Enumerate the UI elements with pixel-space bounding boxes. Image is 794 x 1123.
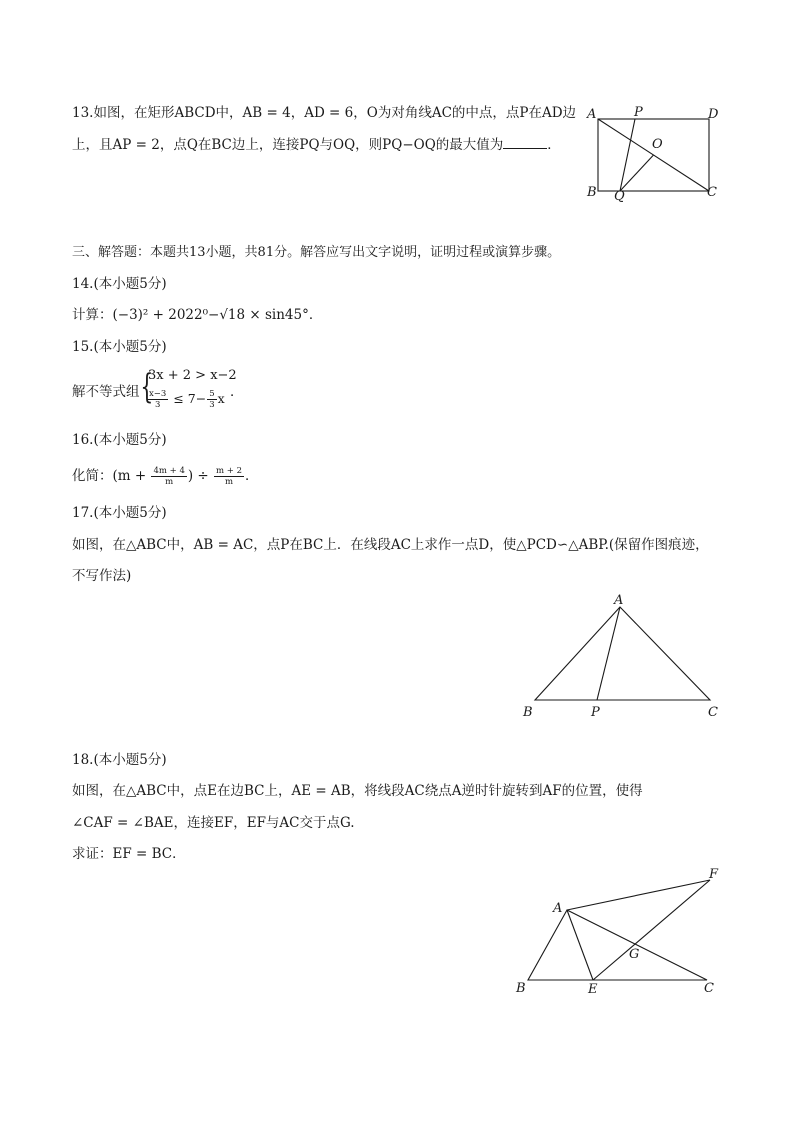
label-q: Q bbox=[614, 189, 625, 204]
label-b: B bbox=[516, 981, 526, 996]
label-b: B bbox=[587, 185, 597, 200]
triangle-abc bbox=[535, 607, 710, 700]
segment-ap bbox=[597, 607, 620, 700]
q17-triangle-figure bbox=[515, 588, 725, 723]
q15-brace: { bbox=[140, 367, 154, 407]
label-g: G bbox=[629, 947, 640, 962]
section3-heading: 三、解答题：本题共13小题，共81分。解答应写出文字说明，证明过程或演算步骤。 bbox=[72, 245, 561, 260]
q15-frac-a: $\frac{x-3}{3}$ bbox=[149, 389, 167, 410]
q17-line1: 如图，在△ABC中，AB = AC，点P在BC上．在线段AC上求作一点D，使△PCD∽△ABP.(保留作图痕迹， bbox=[72, 537, 709, 553]
segment-pq bbox=[620, 119, 635, 191]
label-c: C bbox=[707, 185, 717, 200]
label-p: P bbox=[591, 705, 600, 720]
q13-line2-text: 上，且AP = 2，点Q在BC边上，连接PQ与OQ，则PQ−OQ的最大值为 bbox=[72, 137, 504, 153]
label-c: C bbox=[708, 705, 718, 720]
q14-content: 计算：(−3)² + 2022⁰−√18 × sin45°． bbox=[72, 307, 323, 323]
q15-ineq2: $\frac{x-3}{3}$ ≤ 7− $\frac{5}{3}$ x bbox=[149, 389, 225, 410]
q18-line1: 如图，在△ABC中，点E在边BC上，AE = AB，将线段AC绕点A逆时针旋转到AF的位置，使得 bbox=[72, 783, 643, 799]
label-d: D bbox=[708, 107, 719, 122]
q14-title: 14.(本小题5分) bbox=[72, 276, 167, 292]
q13-line2-end: ． bbox=[547, 137, 561, 153]
label-e: E bbox=[588, 982, 598, 997]
segment-af bbox=[567, 880, 710, 910]
label-o: O bbox=[652, 137, 663, 152]
q18-line3: 求证：EF = BC． bbox=[72, 846, 186, 862]
q18-line2: ∠CAF = ∠BAE，连接EF，EF与AC交于点G. bbox=[72, 815, 355, 831]
q15-title: 15.(本小题5分) bbox=[72, 339, 167, 355]
segment-oq bbox=[620, 155, 654, 191]
label-b: B bbox=[523, 705, 533, 720]
triangle-abc bbox=[528, 910, 707, 980]
q16-frac-a: $\frac{4m + 4}{m}$ bbox=[153, 466, 185, 487]
label-a: A bbox=[587, 107, 597, 122]
label-a: A bbox=[614, 593, 624, 608]
q16-title: 16.(本小题5分) bbox=[72, 432, 167, 448]
q16-content: 化简：(m + $\frac{4m + 4}{m}$ ) ÷ $\frac{m + 2}{m}$ ． bbox=[72, 466, 259, 487]
q17-line2: 不写作法) bbox=[72, 568, 132, 584]
segment-ef bbox=[593, 880, 710, 980]
label-f: F bbox=[709, 867, 719, 882]
q18-title: 18.(本小题5分) bbox=[72, 752, 167, 768]
q18-triangle-figure bbox=[505, 860, 735, 1000]
q13-line2 bbox=[72, 134, 561, 155]
q15-prefix: 解不等式组 bbox=[72, 384, 140, 400]
q13-rectangle-figure bbox=[584, 102, 724, 204]
q15-suffix: ． bbox=[230, 384, 244, 400]
q15-frac-b: $\frac{5}{3}$ bbox=[209, 389, 215, 410]
q13-line1: 13.如图，在矩形ABCD中，AB = 4，AD = 6，O为对角线AC的中点，点P在AD边 bbox=[72, 105, 577, 121]
label-c: C bbox=[704, 981, 714, 996]
q17-title: 17.(本小题5分) bbox=[72, 505, 167, 521]
label-p: P bbox=[634, 105, 643, 120]
label-a: A bbox=[553, 901, 563, 916]
q15-ineq1: 3x + 2 > x−2 bbox=[148, 368, 237, 383]
q13-answer-blank[interactable] bbox=[503, 134, 547, 149]
q16-frac-b: $\frac{m + 2}{m}$ bbox=[216, 466, 243, 487]
